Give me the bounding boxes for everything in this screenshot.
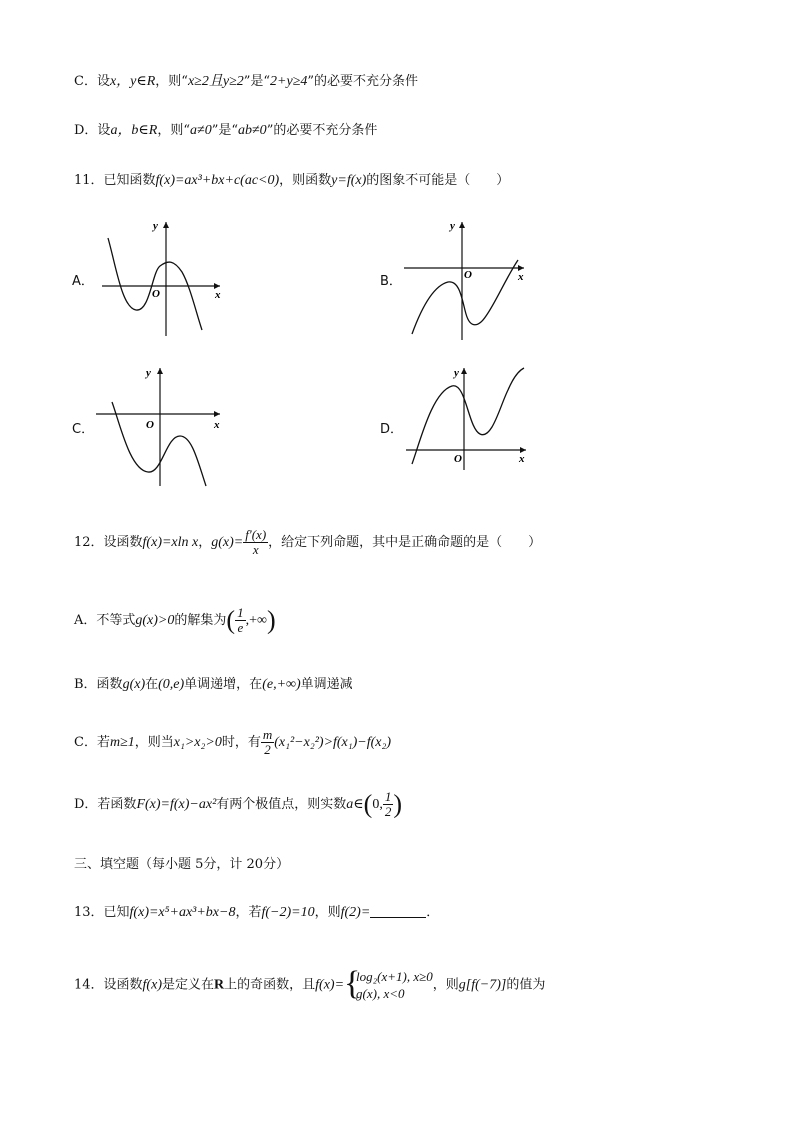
q11-graph-b [400,216,530,350]
graph-b-x-label: x [518,271,524,283]
graph-d-y-label: y [454,367,459,379]
q11-option-c-label: C． [72,422,95,437]
q11-graph-d [402,362,532,476]
question-12: 12．设函数f(x)=xln x，g(x)= $\frac{f'(x)}{x}$ ，给定下列命题，其中是正确命题的是（ ） [74,527,542,557]
q12-g-fraction: $\frac{f'(x)}{x}$ [245,527,267,557]
graph-d-origin: O [454,453,462,465]
graph-a-origin: O [152,288,160,300]
graph-c-y-label: y [146,367,151,379]
option-c-previous: C．设x，y∈R，则“x≥2且y≥2”是“2+y≥4”的必要不充分条件 [74,74,419,89]
q11-graph-a [98,216,228,350]
q12-option-b: B．函数g(x)在(0,e)单调递增，在(e,+∞)单调递减 [74,677,353,692]
graph-a-y-label: y [153,220,158,232]
q12-option-c: C．若m≥1，则当x₁>x₂>0时，有 $\frac{m}{2}$ (x₁²−x₂²)>f(x₁)−f(x₂) [74,727,392,757]
question-13: 13．已知f(x)=x⁵+ax³+bx−8，若f(−2)=10，则f(2)= ． [74,905,440,920]
graph-a-x-label: x [215,289,221,301]
graph-c-origin: O [146,419,154,431]
option-d-previous: D．设a，b∈R，则“a≠0”是“ab≠0”的必要不充分条件 [74,123,378,138]
section-3-heading: 三、填空题（每小题 5分，计 20分） [74,857,290,872]
graph-c-x-label: x [214,419,220,431]
q12-option-d: D．若函数F(x)=f(x)−ax²有两个极值点，则实数a∈(0, $\frac{1}{2}$ ) [74,789,402,819]
q11-graph-c [90,362,230,496]
graph-d-x-label: x [519,453,525,465]
piecewise-definition: { log₂(x+1), x≥0 g(x), x<0 [344,965,433,1002]
q11-option-a-label: A． [72,274,94,289]
graph-b-y-label: y [450,220,455,232]
q12-option-a: A．不等式g(x)>0的解集为( $\frac{1}{e}$ ,+∞) [74,605,276,635]
answer-blank[interactable] [370,903,426,918]
graph-b-origin: O [464,269,472,281]
q11-option-b-label: B． [380,274,402,289]
q11-option-d-label: D． [380,422,404,437]
question-11: 11．已知函数f(x)=ax³+bx+c(ac<0)，则函数y=f(x)的图象不可能是（ ） [74,173,510,188]
question-14: 14．设函数f(x)是定义在R上的奇函数，且f(x)= { log₂(x+1), x≥0 g(x), x<0 ，则g[f(−7)]的值为 [74,965,546,1002]
